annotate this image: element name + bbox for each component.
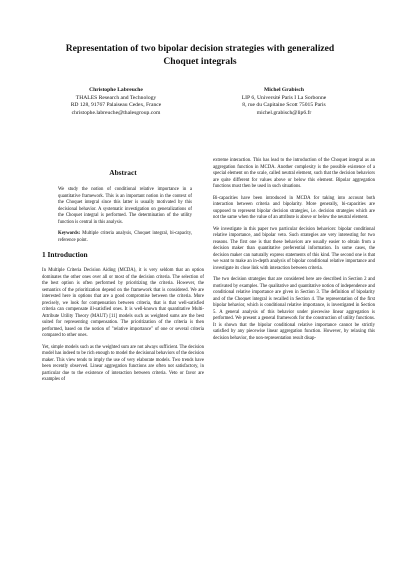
author-name: Christophe Labreuche <box>89 87 143 93</box>
author-block <box>32 87 368 117</box>
author-email: michel.grabisch@lip6.fr <box>256 109 312 116</box>
right-column <box>213 158 375 347</box>
keywords <box>58 231 192 244</box>
body-paragraph: The two decision strategies that are considered here are described in Section 2 and motivated by examples. The qualitative and quantitative notion of independence and conditional relative importance are given in Section 3. The definition of bipolarity and of the Choquet integral is recalled in Section 4. The representation of the first bipolar behavior, which is conditional relative importance, is investigated in Section 5. A general analysis of this behavior under piecewise linear aggregation is performed. We present a general framework for the construction of utility functions. It is shown that the bipolar conditional relative importance cannot be strictly satisfied by any piecewise linear aggregation function. However, by relaxing this decision behavior, the non-representation result disap- <box>213 277 375 341</box>
paper-title <box>32 43 368 68</box>
author-1 <box>32 87 200 117</box>
author-name: Michel Grabisch <box>264 87 304 93</box>
body-paragraph: extreme interaction. This has lead to the introduction of the Choquet integral as an aggregation function in MCDA. Another complexity is the possible existence of a special element on the scale, called neutral element, such that the decision behaviors are quite different for values above or below this element. Bipolar aggregation functions must then be used in such situations. <box>213 158 375 189</box>
abstract-text: We study the notion of conditional relative importance in a quantitative framework. This is an important notion in the context of the Choquet integral since this latter is usually motivated by this decisional behavior. A systematic investigation on generalizations of the Choquet integral is performed. The determination of the utility function is central in this analysis. <box>58 187 192 225</box>
author-email: christophe.labreuche@thalesgroup.com <box>71 109 161 116</box>
title-line: Choquet integrals <box>163 55 237 67</box>
author-affiliation: THALES Research and Technology <box>75 94 157 101</box>
author-address: RD 128, 91767 Palaiseau Cedex, France <box>70 102 162 109</box>
intro-paragraph: Yet, simple models such as the weighted sum are not always sufficient. The decision model has indeed to be rich enough to model the decisional behaviors of the decision maker. This view tends to imply the use of very elaborate models. Two trends have been recently observed. Linear aggregation functions are often not satisfactory, in particular due to the existence of interaction between criteria. Veto or favor are examples of <box>42 344 204 382</box>
left-column <box>42 158 204 389</box>
author-2 <box>200 87 368 117</box>
keywords-text: Multiple criteria analysis, Choquet integral, bi-capacity, reference point. <box>58 231 192 243</box>
body-paragraph: Bi-capacities have been introduced in MCDA for taking into account both interaction between criteria and bipolarity. More generally, bi-capacities are supposed to represent bipolar decision strategies, i.e. decision strategies which are not the same when the value of an attribute is above or below the neutral element. <box>213 195 375 220</box>
body-paragraph: We investigate in this paper two particular decision behaviors: bipolar conditional relative importance, and bipolar veto. Such strategies are very interesting for two reasons. The first one is that these behaviors are usually easier to obtain from a decision maker than quantitative preferential information. In some cases, the decision maker can naturally express statements of this kind. The second one is that we want to make an in-depth analysis of bipolar conditional relative importance and investigate its close link with interaction between criteria. <box>213 226 375 271</box>
intro-paragraph: In Multiple Criteria Decision Aiding (MCDA), it is very seldom that an option dominates the other ones over all or most of the decision criteria. The selection of the best option is often performed by prioritizing the criteria. However, the semantics of the prioritization depend on the framework that is considered. We are interested here in options that are a good compromise between the criteria. More precisely, we look for compensation between criteria, that is that well-satisfied criteria can compensate ill-satisfied ones. It is well-known that quantitative Multi-Attribute Utility Theory (MAUT) [11] models such as weighted sums are the best suited for representing compensation. The prioritization of the criteria is then performed, based on the notion of "relative importance" of one or several criteria compared to other ones. <box>42 268 204 338</box>
abstract <box>42 187 204 244</box>
abstract-heading: Abstract <box>109 168 137 177</box>
author-affiliation: LIP 6, Université Paris I La Sorbonne <box>241 94 327 101</box>
title-line: Representation of two bipolar decision strategies with generalized <box>65 43 335 54</box>
section-heading-introduction: 1 Introduction <box>42 250 88 259</box>
author-address: 8, rue du Capitaine Scott 75015 Paris <box>242 102 326 109</box>
keywords-label: Keywords: <box>58 231 81 236</box>
